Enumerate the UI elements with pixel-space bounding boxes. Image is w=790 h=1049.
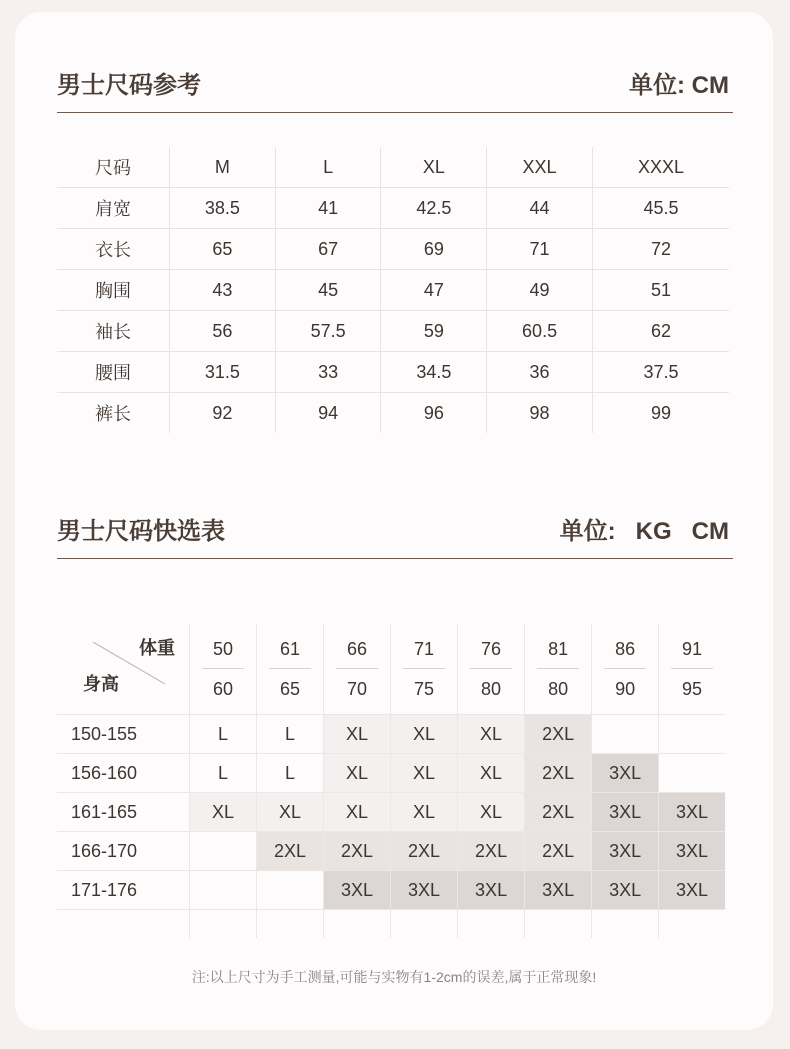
size-row [57, 229, 729, 270]
weight-to: 70 [347, 678, 368, 699]
measurement-value: 31.5 [170, 352, 276, 393]
weight-from: 81 [537, 639, 579, 669]
measurement-value: 33 [275, 352, 381, 393]
size-header-cell: XL [381, 147, 487, 188]
measurement-value: 47 [381, 270, 487, 311]
quick-select-header [57, 506, 733, 559]
measurement-value: 71 [487, 229, 593, 270]
spacer-cell [525, 910, 592, 939]
measurement-value: 43 [170, 270, 276, 311]
recommended-size-cell [659, 754, 725, 793]
measurement-value: 59 [381, 311, 487, 352]
quick-select-unit [560, 511, 729, 546]
measurement-label: 衣长 [57, 229, 170, 270]
recommended-size-cell: XL [458, 754, 525, 793]
recommended-size-cell: 3XL [525, 871, 592, 910]
weight-from: 91 [671, 639, 713, 669]
table-spacer-row [57, 910, 725, 939]
weight-range-header [391, 624, 458, 715]
measurement-label: 胸围 [57, 270, 170, 311]
measurement-value: 45.5 [592, 188, 729, 229]
recommended-size-cell: XL [324, 715, 391, 754]
weight-from: 76 [470, 639, 512, 669]
recommended-size-cell: 2XL [525, 715, 592, 754]
recommended-size-cell [659, 715, 725, 754]
weight-range-header [458, 624, 525, 715]
recommended-size-cell: XL [391, 715, 458, 754]
measurement-label: 裤长 [95, 404, 131, 424]
size-header-cell: L [275, 147, 381, 188]
size-row [57, 311, 729, 352]
recommended-size-cell: 3XL [458, 871, 525, 910]
weight-range-header [324, 624, 391, 715]
spacer-cell [592, 910, 659, 939]
recommended-size-cell: L [257, 754, 324, 793]
recommended-size-cell: 3XL [659, 793, 725, 832]
recommended-size-cell: 2XL [324, 832, 391, 871]
height-row [57, 832, 725, 871]
recommended-size-cell: 3XL [324, 871, 391, 910]
weight-range-header [190, 624, 257, 715]
recommended-size-cell [190, 871, 257, 910]
height-range-label: 156-160 [57, 754, 190, 793]
recommended-size-cell: 3XL [592, 793, 659, 832]
weight-from: 50 [202, 639, 244, 669]
corner-weight-label: 体重 [139, 638, 175, 658]
unit-cm: CM [691, 518, 729, 545]
weight-to: 95 [682, 678, 703, 699]
measurement-value: 57.5 [275, 311, 381, 352]
measurement-value: 72 [592, 229, 729, 270]
measurement-value: 37.5 [592, 352, 729, 393]
size-header-row [57, 147, 729, 188]
recommended-size-cell: XL [391, 793, 458, 832]
recommended-size-cell: 3XL [391, 871, 458, 910]
corner-height-label: 身高 [83, 674, 119, 694]
measurement-label: 袖长 [57, 311, 170, 352]
quick-select-table [57, 624, 725, 938]
measurement-value: 56 [170, 311, 276, 352]
recommended-size-cell: 2XL [391, 832, 458, 871]
recommended-size-cell: XL [458, 793, 525, 832]
measurement-value: 92 [170, 393, 276, 434]
measurement-value: 94 [275, 393, 381, 434]
height-row [57, 793, 725, 832]
measurement-value: 65 [170, 229, 276, 270]
weight-from: 61 [269, 639, 311, 669]
recommended-size-cell: 2XL [525, 793, 592, 832]
weight-from: 66 [336, 639, 378, 669]
size-row [57, 188, 729, 229]
weight-to: 65 [280, 678, 301, 699]
spacer-cell [57, 910, 190, 939]
recommended-size-cell: 3XL [659, 832, 725, 871]
measurement-value: 41 [275, 188, 381, 229]
measurement-value: 99 [592, 393, 729, 434]
spacer-cell [458, 910, 525, 939]
measurement-label: 腰围 [57, 352, 170, 393]
recommended-size-cell: L [190, 754, 257, 793]
recommended-size-cell: 3XL [659, 871, 725, 910]
weight-to: 90 [615, 678, 636, 699]
height-range-label: 150-155 [57, 715, 190, 754]
measurement-value: 45 [275, 270, 381, 311]
recommended-size-cell: 2XL [257, 832, 324, 871]
height-range-label: 171-176 [57, 871, 190, 910]
weight-from: 86 [604, 639, 646, 669]
spacer-cell [257, 910, 324, 939]
recommended-size-cell: 2XL [525, 832, 592, 871]
height-range-label: 166-170 [57, 832, 190, 871]
measurement-value: 34.5 [381, 352, 487, 393]
recommended-size-cell: XL [391, 754, 458, 793]
recommended-size-cell: 3XL [592, 754, 659, 793]
measurement-value: 98 [487, 393, 593, 434]
measurement-value: 96 [381, 393, 487, 434]
corner-cell [57, 624, 190, 715]
recommended-size-cell [190, 832, 257, 871]
weight-to: 80 [548, 678, 569, 699]
weight-range-header [659, 624, 725, 715]
measurement-value: 51 [592, 270, 729, 311]
size-header-cell: 尺码 [57, 147, 170, 188]
size-header-cell: XXXL [592, 147, 729, 188]
measurement-value: 67 [275, 229, 381, 270]
measurement-value: 44 [487, 188, 593, 229]
recommended-size-cell: XL [190, 793, 257, 832]
quick-select-title: 男士尺码快选表 [57, 518, 225, 545]
measurement-value: 38.5 [170, 188, 276, 229]
size-reference-unit: 单位: CM [629, 72, 729, 99]
spacer-cell [391, 910, 458, 939]
recommended-size-cell [592, 715, 659, 754]
weight-range-header [592, 624, 659, 715]
size-row [57, 393, 729, 434]
weight-to: 60 [212, 678, 234, 699]
measurement-value: 62 [592, 311, 729, 352]
size-reference-table [57, 147, 729, 433]
recommended-size-cell: 3XL [592, 871, 659, 910]
unit-kg: KG [635, 518, 672, 545]
recommended-size-cell: L [190, 715, 257, 754]
unit-label: 单位: [559, 518, 616, 545]
weight-to: 75 [414, 678, 435, 699]
height-row [57, 754, 725, 793]
recommended-size-cell: 2XL [458, 832, 525, 871]
measurement-label: 肩宽 [57, 188, 170, 229]
weight-from: 71 [403, 639, 445, 669]
recommended-size-cell: L [257, 715, 324, 754]
spacer-cell [190, 910, 257, 939]
size-row [57, 270, 729, 311]
size-row [57, 352, 729, 393]
recommended-size-cell: 3XL [592, 832, 659, 871]
recommended-size-cell: XL [257, 793, 324, 832]
height-row [57, 715, 725, 754]
recommended-size-cell [257, 871, 324, 910]
measurement-value: 60.5 [487, 311, 593, 352]
height-range-label: 161-165 [57, 793, 190, 832]
spacer-cell [324, 910, 391, 939]
size-reference-header [57, 60, 733, 113]
height-row [57, 871, 725, 910]
measurement-value: 42.5 [381, 188, 487, 229]
recommended-size-cell: 2XL [525, 754, 592, 793]
spacer-cell [659, 910, 725, 939]
recommended-size-cell: XL [458, 715, 525, 754]
size-guide-card [15, 12, 773, 1030]
measurement-value: 49 [487, 270, 593, 311]
measurement-value: 36 [487, 352, 593, 393]
recommended-size-cell: XL [324, 754, 391, 793]
size-header-cell: XXL [487, 147, 593, 188]
weight-range-header [257, 624, 324, 715]
measurement-note: 注:以上尺寸为手工测量,可能与实物有1-2cm的误差,属于正常现象! [191, 969, 597, 985]
weight-header-row [57, 624, 725, 715]
size-header-cell: M [170, 147, 276, 188]
measurement-value: 69 [381, 229, 487, 270]
weight-to: 80 [481, 678, 502, 699]
size-reference-title: 男士尺码参考 [57, 72, 201, 99]
weight-range-header [525, 624, 592, 715]
recommended-size-cell: XL [324, 793, 391, 832]
